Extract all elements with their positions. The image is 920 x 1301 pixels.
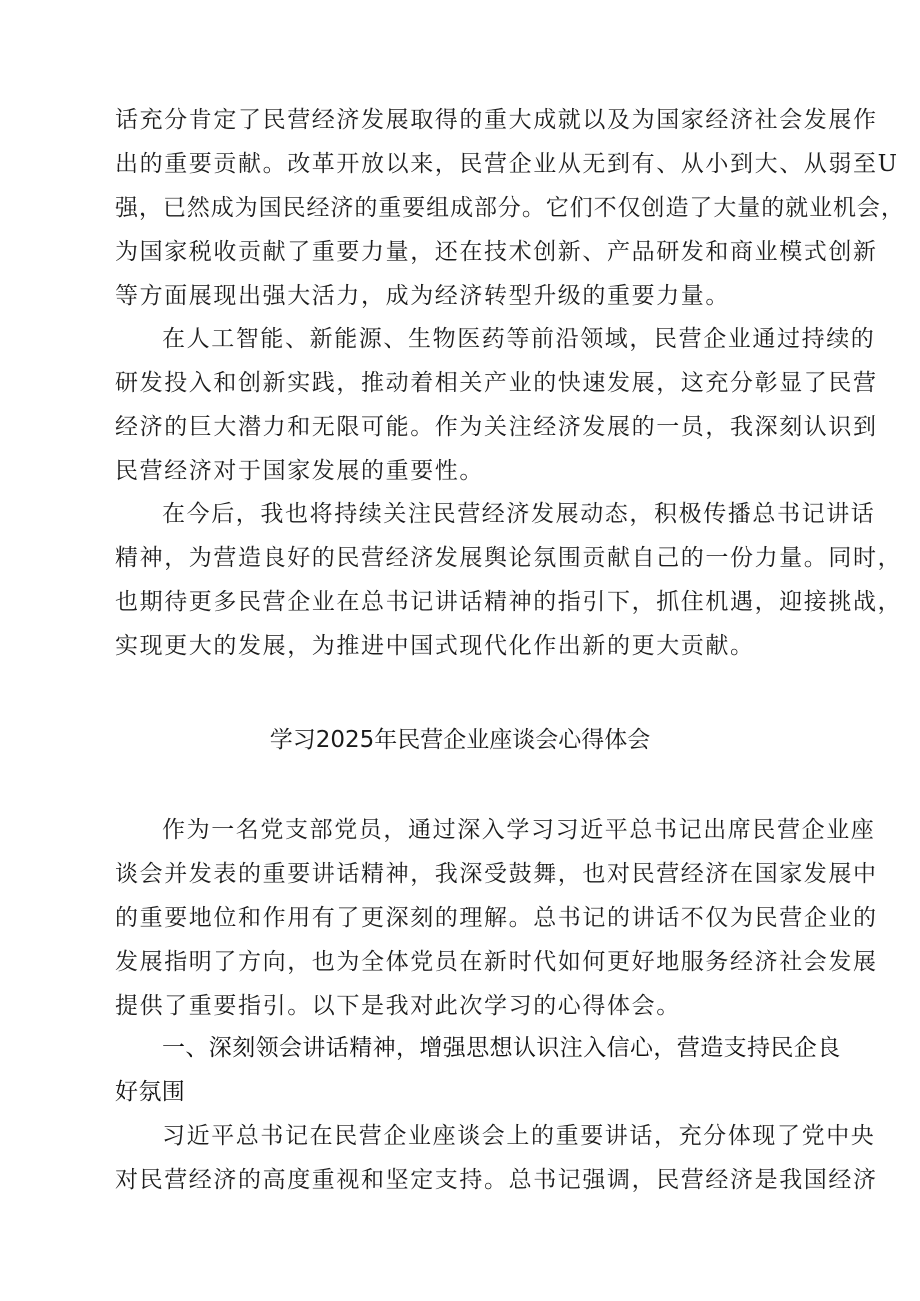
text-line: 在今后，我也将持续关注民营经济发展动态，积极传播总书记讲话 — [162, 501, 876, 527]
text-line: 作为一名党支部党员，通过深入学习习近平总书记出席民营企业座 — [162, 817, 876, 843]
section-heading-line: 好氛围 — [115, 1079, 186, 1105]
text-line: 实现更大的发展，为推进中国式现代化作出新的更大贡献。 — [115, 633, 755, 659]
text-line: 等方面展现出强大活力，成为经济转型升级的重要力量。 — [115, 283, 730, 309]
text-line: 也期待更多民营企业在总书记讲话精神的指引下，抓住机遇，迎接挑战， — [115, 589, 903, 615]
text-line: 话充分肯定了民营经济发展取得的重大成就以及为国家经济社会发展作 — [115, 107, 878, 133]
text-line: 出的重要贡献。改革开放以来，民营企业从无到有、从小到大、从弱至U — [115, 151, 899, 177]
text-line: 的重要地位和作用有了更深刻的理解。总书记的讲话不仅为民营企业的 — [115, 905, 878, 931]
text-line: 谈会并发表的重要讲话精神，我深受鼓舞，也对民营经济在国家发展中 — [115, 861, 878, 887]
text-line: 习近平总书记在民营企业座谈会上的重要讲话，充分体现了党中央 — [162, 1123, 876, 1149]
text-line: 强，已然成为国民经济的重要组成部分。它们不仅创造了大量的就业机会， — [115, 195, 905, 221]
text-line: 对民营经济的高度重视和坚定支持。总书记强调，民营经济是我国经济 — [115, 1167, 878, 1193]
text-line: 为国家税收贡献了重要力量，还在技术创新、产品研发和商业模式创新 — [115, 239, 878, 265]
section-heading-line: 一、深刻领会讲话精神，增强思想认识注入信心，营造支持民企良 — [162, 1035, 841, 1061]
text-line: 研发投入和创新实践，推动着相关产业的快速发展，这充分彰显了民营 — [115, 370, 878, 396]
text-line: 提供了重要指引。以下是我对此次学习的心得体会。 — [115, 993, 681, 1019]
text-line: 经济的巨大潜力和无限可能。作为关注经济发展的一员，我深刻认识到 — [115, 414, 878, 440]
text-line: 发展指明了方向，也为全体党员在新时代如何更好地服务经济社会发展 — [115, 949, 878, 975]
text-line: 精神，为营造良好的民营经济发展舆论氛围贡献自己的一份力量。同时， — [115, 545, 903, 571]
article-title: 学习2025年民营企业座谈会心得体会 — [269, 727, 651, 753]
text-line: 民营经济对于国家发展的重要性。 — [115, 458, 484, 484]
text-line: 在人工智能、新能源、生物医药等前沿领域，民营企业通过持续的 — [162, 326, 876, 352]
